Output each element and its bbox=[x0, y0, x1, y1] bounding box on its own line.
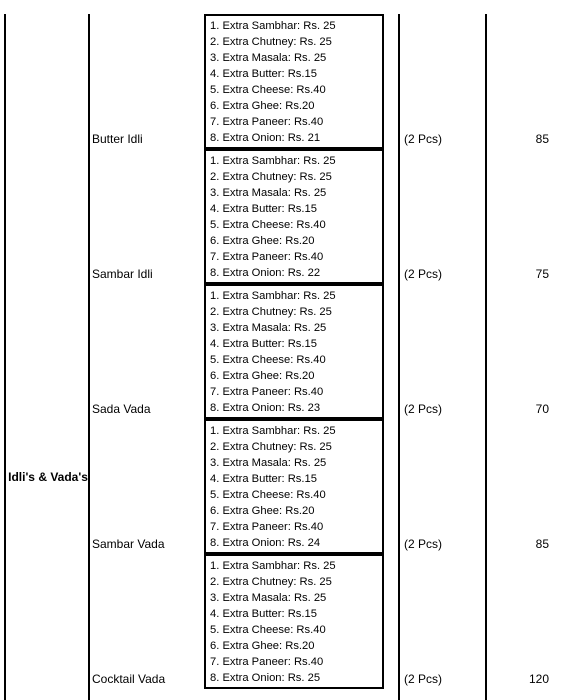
add-on-option: 1. Extra Sambhar: Rs. 25 bbox=[210, 155, 336, 167]
item-name: Sambar Idli bbox=[92, 267, 153, 281]
item-price: 85 bbox=[535, 132, 549, 146]
add-on-option: 7. Extra Paneer: Rs.40 bbox=[210, 521, 324, 533]
item-name: Sambar Vada bbox=[92, 537, 165, 551]
add-on-option: 4. Extra Butter: Rs.15 bbox=[210, 338, 317, 350]
add-on-options-box bbox=[204, 419, 384, 554]
add-on-option: 1. Extra Sambhar: Rs. 25 bbox=[210, 20, 336, 32]
add-on-option: 5. Extra Cheese: Rs.40 bbox=[210, 219, 326, 231]
menu-item-row bbox=[0, 284, 563, 419]
add-on-option: 1. Extra Sambhar: Rs. 25 bbox=[210, 290, 336, 302]
item-quantity: (2 Pcs) bbox=[404, 267, 443, 281]
item-name: Butter Idli bbox=[92, 132, 143, 146]
add-on-list bbox=[206, 151, 382, 281]
add-on-option: 8. Extra Onion: Rs. 24 bbox=[210, 537, 321, 549]
item-quantity: (2 Pcs) bbox=[404, 402, 443, 416]
add-on-option: 1. Extra Sambhar: Rs. 25 bbox=[210, 560, 336, 572]
menu-item-row bbox=[0, 419, 563, 554]
item-price: 75 bbox=[535, 267, 549, 281]
item-quantity: (2 Pcs) bbox=[404, 132, 443, 146]
add-on-option: 8. Extra Onion: Rs. 25 bbox=[210, 672, 321, 684]
add-on-option: 3. Extra Masala: Rs. 25 bbox=[210, 322, 327, 334]
add-on-option: 8. Extra Onion: Rs. 21 bbox=[210, 132, 321, 144]
item-quantity: (2 Pcs) bbox=[404, 537, 443, 551]
add-on-option: 2. Extra Chutney: Rs. 25 bbox=[210, 441, 332, 453]
add-on-list bbox=[206, 421, 382, 551]
add-on-option: 5. Extra Cheese: Rs.40 bbox=[210, 489, 326, 501]
menu-item-row bbox=[0, 554, 563, 689]
add-on-list bbox=[206, 16, 382, 146]
add-on-option: 7. Extra Paneer: Rs.40 bbox=[210, 251, 324, 263]
add-on-list bbox=[206, 286, 382, 416]
add-on-option: 7. Extra Paneer: Rs.40 bbox=[210, 656, 324, 668]
add-on-option: 6. Extra Ghee: Rs.20 bbox=[210, 640, 315, 652]
add-on-option: 6. Extra Ghee: Rs.20 bbox=[210, 100, 315, 112]
add-on-option: 8. Extra Onion: Rs. 22 bbox=[210, 267, 321, 279]
add-on-option: 2. Extra Chutney: Rs. 25 bbox=[210, 171, 332, 183]
add-on-option: 6. Extra Ghee: Rs.20 bbox=[210, 370, 315, 382]
add-on-options-box bbox=[204, 14, 384, 149]
category-label: Idli's & Vada's bbox=[8, 470, 88, 484]
add-on-option: 3. Extra Masala: Rs. 25 bbox=[210, 187, 327, 199]
add-on-option: 3. Extra Masala: Rs. 25 bbox=[210, 592, 327, 604]
item-price: 85 bbox=[535, 537, 549, 551]
add-on-options-box bbox=[204, 554, 384, 689]
item-quantity: (2 Pcs) bbox=[404, 672, 443, 686]
add-on-option: 7. Extra Paneer: Rs.40 bbox=[210, 116, 324, 128]
add-on-option: 4. Extra Butter: Rs.15 bbox=[210, 473, 317, 485]
add-on-option: 5. Extra Cheese: Rs.40 bbox=[210, 624, 326, 636]
item-name: Cocktail Vada bbox=[92, 672, 166, 686]
add-on-options-box bbox=[204, 149, 384, 284]
add-on-option: 4. Extra Butter: Rs.15 bbox=[210, 68, 317, 80]
item-name: Sada Vada bbox=[92, 402, 151, 416]
add-on-option: 2. Extra Chutney: Rs. 25 bbox=[210, 306, 332, 318]
add-on-options-box bbox=[204, 284, 384, 419]
add-on-option: 3. Extra Masala: Rs. 25 bbox=[210, 457, 327, 469]
add-on-option: 2. Extra Chutney: Rs. 25 bbox=[210, 576, 332, 588]
menu-item-row bbox=[0, 14, 563, 149]
item-price: 70 bbox=[535, 402, 549, 416]
add-on-option: 5. Extra Cheese: Rs.40 bbox=[210, 84, 326, 96]
add-on-option: 2. Extra Chutney: Rs. 25 bbox=[210, 36, 332, 48]
add-on-option: 4. Extra Butter: Rs.15 bbox=[210, 608, 317, 620]
add-on-option: 7. Extra Paneer: Rs.40 bbox=[210, 386, 324, 398]
item-price: 120 bbox=[528, 672, 549, 686]
add-on-option: 3. Extra Masala: Rs. 25 bbox=[210, 52, 327, 64]
menu-item-row bbox=[0, 149, 563, 284]
add-on-list bbox=[206, 556, 382, 686]
add-on-option: 6. Extra Ghee: Rs.20 bbox=[210, 505, 315, 517]
add-on-option: 5. Extra Cheese: Rs.40 bbox=[210, 354, 326, 366]
add-on-option: 8. Extra Onion: Rs. 23 bbox=[210, 402, 321, 414]
add-on-option: 1. Extra Sambhar: Rs. 25 bbox=[210, 425, 336, 437]
add-on-option: 6. Extra Ghee: Rs.20 bbox=[210, 235, 315, 247]
add-on-option: 4. Extra Butter: Rs.15 bbox=[210, 203, 317, 215]
